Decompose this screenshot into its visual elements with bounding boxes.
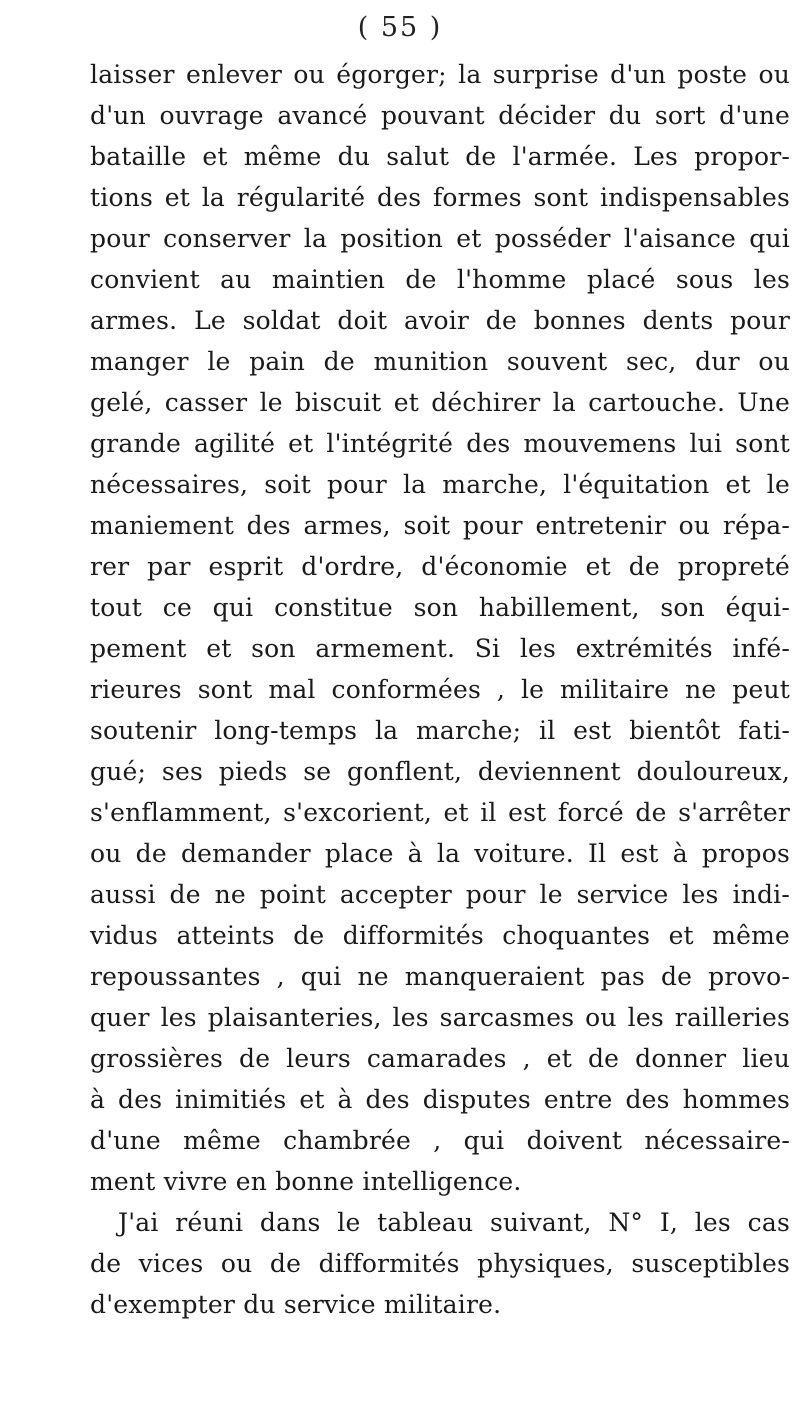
text-line: ment vivre en bonne intelligence. [90,1167,522,1196]
text-line: grande agilité et l'intégrité des mouvemens lui sont [90,429,790,458]
text-line: convient au maintien de l'homme placé sous les [90,265,790,294]
text-line: pement et son armement. Si les extrémités infé- [90,634,790,663]
text-line: gué; ses pieds se gonflent, deviennent douloureux, [90,757,790,786]
text-line: pour conserver la position et posséder l'aisance qui [90,224,790,253]
text-line: aussi de ne point accepter pour le service les indi- [90,880,790,909]
text-line: quer les plaisanteries, les sarcasmes ou les railleries [90,1003,790,1032]
body-text [90,54,790,1325]
text-line: maniement des armes, soit pour entretenir ou répa- [90,511,790,540]
text-line: rieures sont mal conformées , le militaire ne peut [90,675,790,704]
text-line: manger le pain de munition souvent sec, dur ou [90,347,790,376]
text-line: armes. Le soldat doit avoir de bonnes dents pour [90,306,790,335]
text-line: de vices ou de difformités physiques, susceptibles [90,1249,790,1278]
text-line: rer par esprit d'ordre, d'économie et de propreté [90,552,790,581]
text-line: à des inimitiés et à des disputes entre des hommes [90,1085,790,1114]
text-line: d'un ouvrage avancé pouvant décider du sort d'une [90,101,790,130]
text-line: repoussantes , qui ne manqueraient pas de provo- [90,962,790,991]
text-line: laisser enlever ou égorger; la surprise d'un poste ou [90,60,790,89]
page-number: ( 55 ) [357,12,443,43]
text-line: d'exempter du service militaire. [90,1290,502,1319]
text-line: d'une même chambrée , qui doivent nécessaire- [90,1126,790,1155]
text-line: s'enflamment, s'excorient, et il est forcé de s'arrêter [90,798,790,827]
text-line: tions et la régularité des formes sont indispensables [90,183,790,212]
text-line: gelé, casser le biscuit et déchirer la cartouche. Une [90,388,790,417]
text-line: J'ai réuni dans le tableau suivant, N° I, les cas [118,1208,790,1237]
text-line: grossières de leurs camarades , et de donner lieu [90,1044,790,1073]
text-line: nécessaires, soit pour la marche, l'équitation et le [90,470,790,499]
text-line: tout ce qui constitue son habillement, son équi- [90,593,790,622]
text-line: vidus atteints de difformités choquantes et même [90,921,790,950]
text-line: bataille et même du salut de l'armée. Les propor- [90,142,790,171]
text-line: ou de demander place à la voiture. Il est à propos [90,839,790,868]
text-line: soutenir long-temps la marche; il est bientôt fati- [90,716,790,745]
